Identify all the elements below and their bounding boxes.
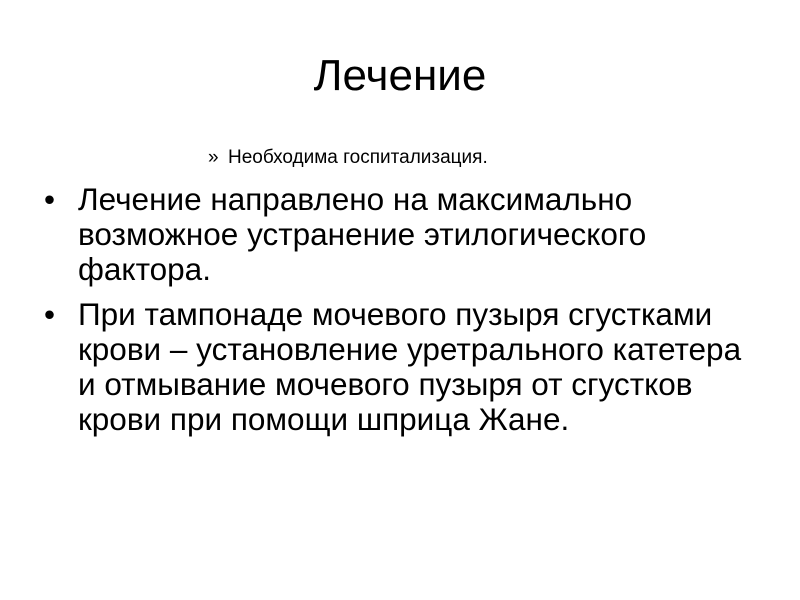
sub-note <box>208 146 488 170</box>
bullet-dot-icon: • <box>44 296 56 332</box>
bullet-item <box>40 182 760 287</box>
slide-title: Лечение <box>313 51 487 100</box>
bullet-dot-icon: • <box>44 181 56 217</box>
bullet-text: Лечение направлено на максимально возможное устранение этилогического фактора. <box>78 181 647 287</box>
bullet-text: При тампонаде мочевого пузыря сгустками крови – установление уретрального катетера и отмывание мочевого пузыря от сгустков крови при помощи шприца Жане. <box>78 296 742 437</box>
bullet-item <box>40 297 760 437</box>
sub-note-text: Необходима госпитализация. <box>228 147 488 168</box>
bullet-list <box>40 182 760 447</box>
chevron-bullet-icon: » <box>208 147 219 168</box>
